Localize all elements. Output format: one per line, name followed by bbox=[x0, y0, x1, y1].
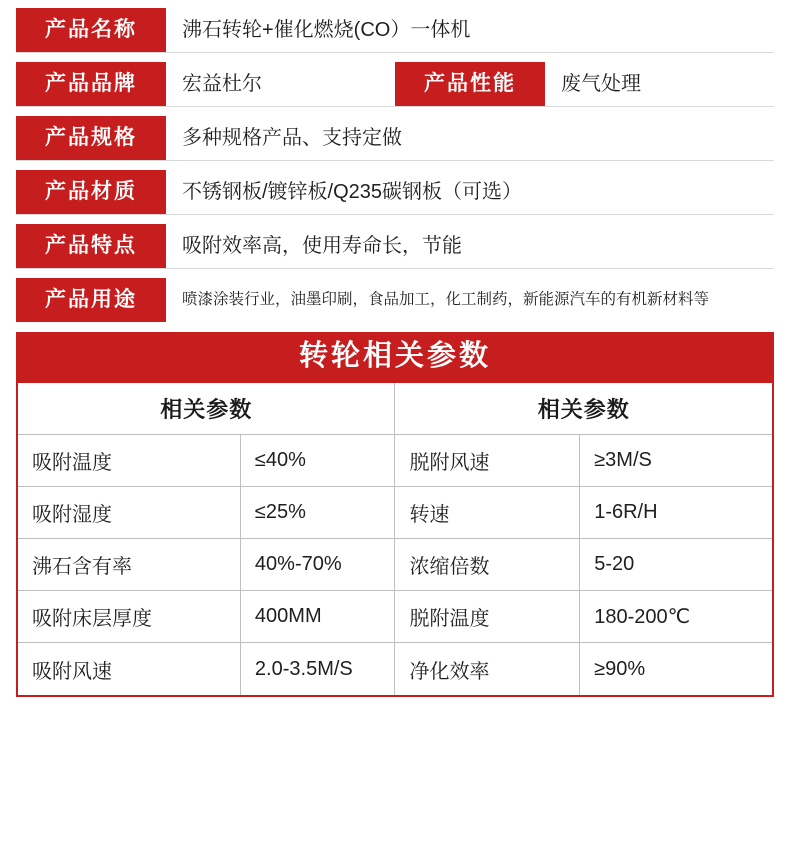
param-value: ≤25% bbox=[240, 487, 395, 539]
spec-label-product-model: 产品规格 bbox=[16, 116, 166, 160]
param-name: 脱附风速 bbox=[395, 435, 580, 487]
spec-row bbox=[16, 170, 774, 215]
param-value: 400MM bbox=[240, 591, 395, 643]
param-value: ≥3M/S bbox=[580, 435, 772, 487]
spec-value-product-name: 沸石转轮+催化燃烧(CO）一体机 bbox=[182, 18, 471, 41]
spec-segment-brand bbox=[16, 62, 395, 106]
param-value: 180-200℃ bbox=[580, 591, 772, 643]
param-name: 吸附温度 bbox=[18, 435, 240, 487]
spec-row bbox=[16, 62, 774, 107]
column-header-right: 相关参数 bbox=[395, 383, 772, 435]
table-row bbox=[18, 435, 772, 487]
table-row bbox=[18, 591, 772, 643]
table-header-row bbox=[18, 383, 772, 435]
spec-row bbox=[16, 224, 774, 269]
param-name: 吸附风速 bbox=[18, 643, 240, 695]
spec-label-product-performance: 产品性能 bbox=[395, 62, 545, 106]
spec-row bbox=[16, 278, 774, 322]
spec-label-product-usage: 产品用途 bbox=[16, 278, 166, 322]
param-value: 40%-70% bbox=[240, 539, 395, 591]
param-name: 净化效率 bbox=[395, 643, 580, 695]
spec-value-product-material: 不锈钢板/镀锌板/Q235碳钢板（可选） bbox=[182, 180, 523, 203]
param-name: 脱附温度 bbox=[395, 591, 580, 643]
param-name: 转速 bbox=[395, 487, 580, 539]
column-header-left: 相关参数 bbox=[18, 383, 395, 435]
spec-value-product-brand: 宏益杜尔 bbox=[182, 72, 262, 95]
spec-row bbox=[16, 8, 774, 53]
spec-value-product-features: 吸附效率高，使用寿命长，节能 bbox=[182, 234, 462, 257]
param-value: ≥90% bbox=[580, 643, 772, 695]
spec-label-product-material: 产品材质 bbox=[16, 170, 166, 214]
parameter-table-title: 转轮相关参数 bbox=[18, 332, 772, 383]
spec-value-product-usage: 喷漆涂装行业，油墨印刷，食品加工，化工制药，新能源汽车的有机新材料等 bbox=[182, 290, 710, 308]
param-name: 沸石含有率 bbox=[18, 539, 240, 591]
spec-label-product-features: 产品特点 bbox=[16, 224, 166, 268]
spec-segment-performance bbox=[395, 62, 774, 106]
spec-label-product-brand: 产品品牌 bbox=[16, 62, 166, 106]
param-name: 吸附湿度 bbox=[18, 487, 240, 539]
table-row bbox=[18, 539, 772, 591]
parameter-grid bbox=[18, 383, 772, 695]
table-row bbox=[18, 487, 772, 539]
param-name: 吸附床层厚度 bbox=[18, 591, 240, 643]
specification-list bbox=[16, 8, 774, 322]
parameter-table bbox=[16, 332, 774, 697]
param-name: 浓缩倍数 bbox=[395, 539, 580, 591]
spec-row bbox=[16, 116, 774, 161]
param-value: 1-6R/H bbox=[580, 487, 772, 539]
param-value: 5-20 bbox=[580, 539, 772, 591]
spec-value-product-model: 多种规格产品、支持定做 bbox=[182, 126, 402, 149]
spec-label-product-name: 产品名称 bbox=[16, 8, 166, 52]
spec-value-product-performance: 废气处理 bbox=[561, 72, 641, 95]
param-value: 2.0-3.5M/S bbox=[240, 643, 395, 695]
table-row bbox=[18, 643, 772, 695]
param-value: ≤40% bbox=[240, 435, 395, 487]
